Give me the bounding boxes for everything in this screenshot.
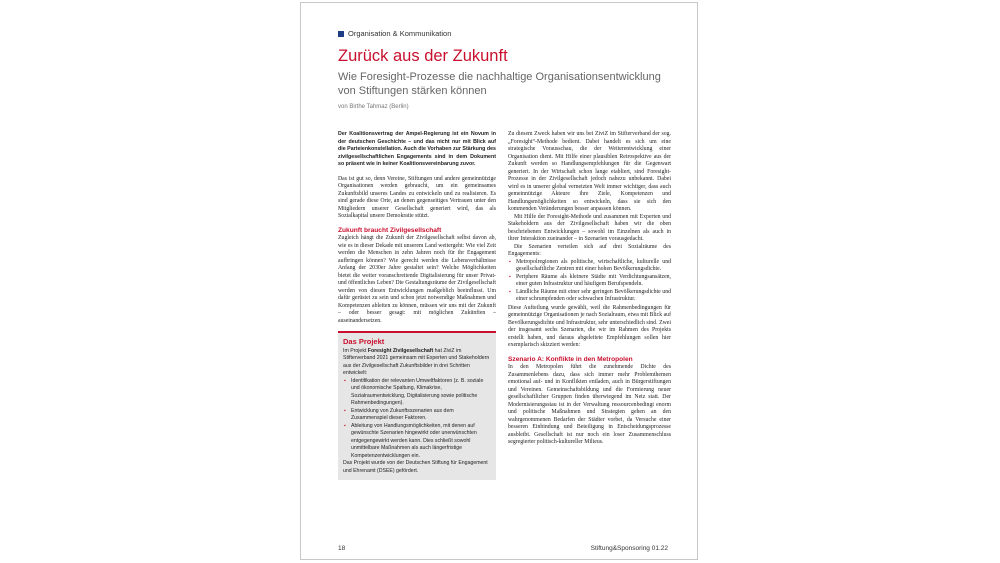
sozialraum-list xyxy=(508,259,671,304)
list-item: ▪ Metropolregionen als politische, wirtschaftliche, kulturelle und gesellschaftliche Zentren mit einer hohen Bevölkerungsdichte. xyxy=(508,259,671,274)
section-label xyxy=(338,29,451,38)
section-marker-icon xyxy=(338,31,344,37)
box-intro-text: hat ZiviZ im Stifterverband 2021 gemeinsam mit Experten und Stakeholdern aus der Zivilgesellschaft Zukunftsbilder in drei Schritten entwickelt: xyxy=(343,347,490,376)
list-item: ▪ Entwicklung von Zukunftsszenarien aus dem Zusammenspiel dieser Faktoren. xyxy=(343,408,491,423)
paragraph: Zu diesem Zweck haben wir uns bei ZiviZ im Stifterverband der sog. „Foresight“-Methode bedient. Dabei handelt es sich um eine strategische Vorausschau, die der Weiterentwicklung einer Organisation dient. Mit Hilfe einer plausiblen Retrospektive aus der Zukunft werden so Handlungsempfehlungen für die Gegenwart generiert. In der Wirtschaft schon lange etabliert, sind Foresight-Prozesse in der Zivilgesellschaft jedoch nahezu unbekannt. Dabei wird es in unserer global vernetzten Welt immer wichtiger, dass auch gemeinnützige Akteure ihre Ziele, Kompetenzen und Handlungsmöglichkeiten so entwickeln, dass sie sich den kommenden Veränderungen besser anpassen können. xyxy=(508,131,671,212)
page-number: 18 xyxy=(338,545,346,552)
magazine-issue: Stiftung&Sponsoring 01.22 xyxy=(590,545,668,552)
section-heading: Szenario A: Konflikte in den Metropolen xyxy=(508,355,633,363)
paragraph: Diese Aufteilung wurde gewählt, weil die Rahmenbedingungen für gemeinnützige Organisationen je nach Sozialraum, etwa mit Blick auf Bevölkerungsdichte und Infrastruktur, sehr unterschiedlich sind. Zwei der insgesamt sechs Szenarien, die wir im Rahmen des Projekts erstellt haben, und daraus abgeleitete Empfehlungen sollen hier exemplarisch skizziert werden: xyxy=(508,304,671,348)
paragraph: In den Metropolen führt die zunehmende Dichte des Zusammenlebens dazu, dass sich immer mehr Problemthemen emotional auf- und in Konflikten entladen, auch in Bürgerstiftungen und Vereinen. Gemeinschaftsbildung und die Formierung neuer gesellschaftlicher Gruppen finden überwiegend im Netz statt. Der Modernisierungsstau ist in der Verwaltung ressourcenbedingt enorm und politische Maßnahmen und Strategien gehen an den wahrgenommenen Bedarfen der Städter vorbei, da Versuche einer besseren Einbindung und Beteiligung in Entscheidungsprozesse ausbleibt. Gesellschaft ist nur noch ein loser Zusammenschluss segregierter politisch-kultureller Milieus. xyxy=(508,364,671,445)
paragraph: Die Szenarien verteilen sich auf drei Sozialräume des Engagements: xyxy=(508,243,671,257)
paragraph: Zugleich hängt die Zukunft der Zivilgesellschaft selbst davon ab, wie es in dieser Dekade mit unserem Land weitergeht: Wie viel Zeit werden die Menschen in zehn Jahren noch für ihr Engagement aufbringen können? Wie gerecht werden die Lebensverhältnisse Anfang der 2030er Jahre gestaltet sein? Welche Möglichkeiten bietet die weiter voranschreitende Digitalisierung für unser Privat- und öffentliches Leben? Die Gestaltungsräume der Zivilgesellschaft werden von diesen Entwicklungen maßgeblich beeinflusst. Um dafür gerüstet zu sein und schon jetzt notwendige Maßnahmen und Kompetenzen ableiten zu können, müssen wir uns mit der Zukunft – oder besser gesagt: mit möglichen Zukünften – auseinandersetzen. xyxy=(338,235,496,324)
lead-paragraph: Der Koalitionsvertrag der Ampel-Regierung ist ein Novum in der deutschen Geschichte – und das nicht nur mit Blick auf die Parteienkonstellation. Auch die Vorhaben zur Stärkung des zivilgesellschaftlichen Engagements sind in dem Dokument so präsent wie in keiner Koalitionsvereinbarung zuvor. xyxy=(338,131,496,167)
column-right xyxy=(508,131,671,452)
box-intro-project: Foresight Zivilgesellschaft xyxy=(367,347,434,354)
box-intro xyxy=(343,348,491,378)
box-intro-text: Im Projekt xyxy=(343,347,368,354)
list-item: ▪ Ableitung von Handlungsmöglichkeiten, mit denen auf gewünschte Szenarien hingewirkt oder unerwünschten entgegengewirkt werden kann. Dies schließt sowohl unmittelbare Maßnahmen als auch längerfristige Kompetenzentwicklungen ein. xyxy=(343,423,491,461)
paragraph: Das ist gut so, denn Vereine, Stiftungen und andere gemeinnützige Organisationen werden gebraucht, um ein gemeinsames Zukunftsbild unseres Landes zu entwickeln und zu realisieren. Es sind gerade diese Orte, an denen gegenseitiges Vertrauen unter den Mitgliedern unserer Gesellschaft generiert wird, das als Sozialkapital unsere Demokratie stützt. xyxy=(338,175,496,219)
article-author: von Birthe Tahmaz (Berlin) xyxy=(338,104,409,110)
section-text: Organisation & Kommunikation xyxy=(348,29,452,38)
column-left xyxy=(338,131,496,480)
list-item: ▪ Identifikation der relevanten Umweltfaktoren (z. B. soziale und ökonomische Spaltung, Klimakrise, Sozialraumentwicklung, Digitalisierung sowie politische Rahmenbedingungen). xyxy=(343,378,491,408)
box-title: Das Projekt xyxy=(343,337,385,346)
article-title: Zurück aus der Zukunft xyxy=(338,47,508,65)
magazine-page xyxy=(300,2,698,560)
section-heading: Zukunft braucht Zivilgesellschaft xyxy=(338,226,442,234)
box-outro: Das Projekt wurde von der Deutschen Stiftung für Engagement und Ehrenamt (DSEE) gefördert. xyxy=(343,460,488,474)
article-subtitle: Wie Foresight-Prozesse die nachhaltige Organisationsentwicklung von Stiftungen stärken können xyxy=(338,71,661,97)
list-item: ▪ Periphere Räume als kleinere Städte mit Verdichtungsansätzen, einer guten Infrastruktur und häufigem Berufspendeln. xyxy=(508,274,671,289)
box-list xyxy=(343,378,491,461)
project-info-box xyxy=(338,331,496,480)
list-item: ▪ Ländliche Räume mit einer sehr geringen Bevölkerungsdichte und einer schrumpfenden oder schwachen Infrastruktur. xyxy=(508,289,671,304)
paragraph: Mit Hilfe der Foresight-Methode und zusammen mit Experten und Stakeholdern aus der Zivilgesellschaft haben wir die oben beschriebenen Entwicklungen – sowohl im Einzelnen als auch in ihrer Interaktion zueinander – in Szenarien vorausgedacht. xyxy=(508,213,671,242)
